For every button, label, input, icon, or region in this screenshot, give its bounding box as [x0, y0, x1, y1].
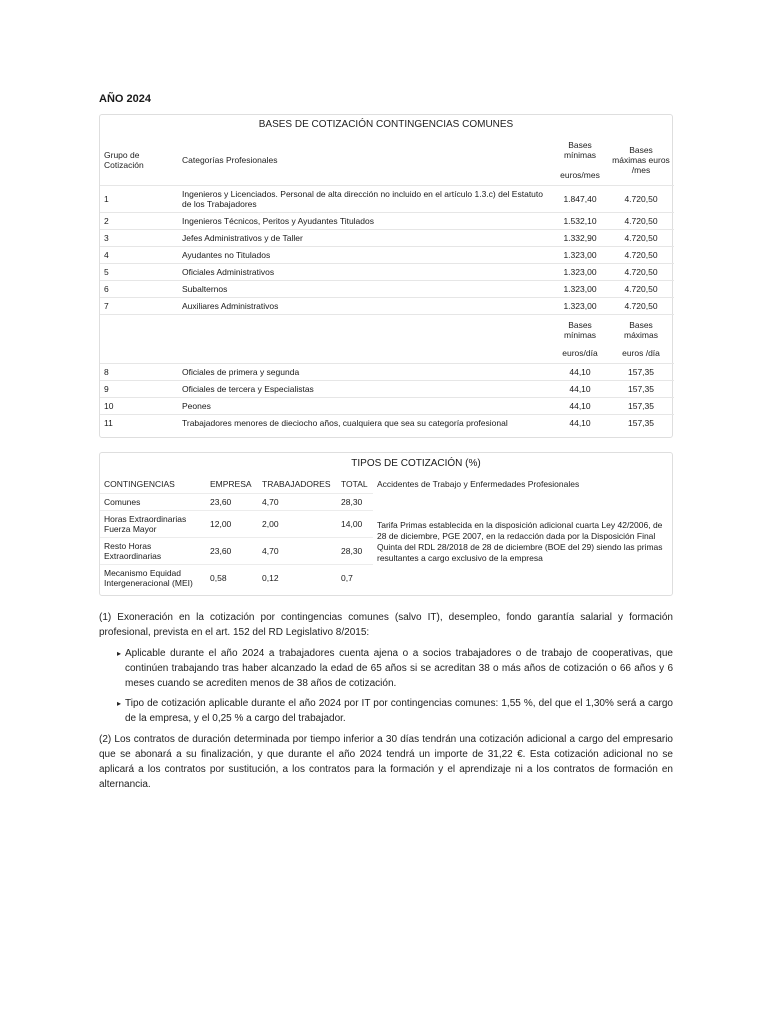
header-max: Bases máximas euros /mes — [612, 145, 670, 175]
header-trabajadores: TRABAJADORES — [262, 479, 331, 489]
footnote-bullet-text: Tipo de cotización aplicable durante el año 2024 por IT por contingencias comunes: 1,55 %, del que el 1,30% será a cargo de la empresa, y el 0,25 % a cargo del trabajador. — [125, 698, 673, 724]
bases-cell-grupo: 4 — [100, 247, 178, 264]
tipos-row-label: Resto Horas Extraordinarias — [100, 538, 206, 565]
bases-table-row — [100, 264, 674, 281]
bases-cell-grupo: 8 — [100, 364, 178, 381]
header-total: TOTAL — [341, 479, 368, 489]
bases-cell-categoria: Auxiliares Administrativos — [178, 298, 552, 315]
bases-cell-min: 44,10 — [552, 364, 608, 381]
bases-table-row — [100, 281, 674, 298]
bases-cell-max: 4.720,50 — [608, 281, 674, 298]
document-page — [99, 92, 673, 798]
bases-cell-grupo: 5 — [100, 264, 178, 281]
bases-cell-categoria: Jefes Administrativos y de Taller — [178, 230, 552, 247]
footnote-bullet-text: Aplicable durante el año 2024 a trabajadores cuenta ajena o a socios trabajadores o de trabajo de cooperativas, que continúen trabajando tras haber alcanzado la edad de 65 años si se acreditan 38 o más años de cotización o 66 años y 6 meses cuando se acrediten menos de 38 años de cotización. — [125, 648, 673, 689]
tipos-row-total: 28,30 — [337, 494, 373, 511]
tipos-row-trabajadores: 4,70 — [258, 538, 337, 565]
tipos-row — [100, 494, 674, 511]
bases-table-row — [100, 230, 674, 247]
subheader-max-label: Bases máximas — [623, 320, 658, 340]
bases-cell-grupo: 9 — [100, 381, 178, 398]
bases-table-row — [100, 298, 674, 315]
bases-cell-min: 1.323,00 — [552, 264, 608, 281]
bases-subheader-row — [100, 315, 674, 364]
subheader-min-unit: euros/día — [562, 348, 598, 358]
tipos-row-trabajadores: 2,00 — [258, 511, 337, 538]
bases-cell-max: 157,35 — [608, 381, 674, 398]
tipos-row-trabajadores: 0,12 — [258, 565, 337, 592]
header-contingencias: CONTINGENCIAS — [104, 479, 175, 489]
bases-table-row — [100, 398, 674, 415]
bases-cell-max: 157,35 — [608, 415, 674, 432]
subheader-max — [608, 315, 674, 364]
bases-cell-max: 4.720,50 — [608, 264, 674, 281]
bases-header-row — [100, 135, 674, 186]
bases-cell-categoria: Oficiales Administrativos — [178, 264, 552, 281]
bases-cell-categoria: Ayudantes no Titulados — [178, 247, 552, 264]
bases-table-row — [100, 247, 674, 264]
bases-cell-max: 157,35 — [608, 364, 674, 381]
footnote-2: (2) Los contratos de duración determinada por tiempo inferior a 30 días tendrán una cotización adicional a cargo del empresario que se abonará a su finalización, y que durante el año 2024 tendrá un importe de 31,22 €. Esta cotización adicional no se aplicará a los contratos por sustitución, a los contratos para la formación y el aprendizaje ni a los contratos de formación en alternancia. — [99, 734, 673, 790]
tipos-row-empresa: 0,58 — [206, 565, 258, 592]
tipos-row-total: 14,00 — [337, 511, 373, 538]
header-categorias: Categorías Profesionales — [182, 155, 278, 165]
bases-cell-grupo: 3 — [100, 230, 178, 247]
bases-table-box — [99, 114, 673, 438]
header-grupo: Grupo de Cotización — [104, 150, 144, 170]
bases-table-row — [100, 213, 674, 230]
tipos-row-label: Mecanismo Equidad Intergeneracional (MEI) — [100, 565, 206, 592]
tipos-row-trabajadores: 4,70 — [258, 494, 337, 511]
bases-cell-categoria: Subalternos — [178, 281, 552, 298]
tipos-table — [100, 475, 674, 591]
bases-cell-min: 44,10 — [552, 381, 608, 398]
header-min-unit: euros/mes — [560, 170, 600, 180]
tipos-table-caption: TIPOS DE COTIZACIÓN (%) — [351, 458, 481, 469]
bases-cell-min: 1.323,00 — [552, 247, 608, 264]
tipos-row-total: 0,7 — [337, 565, 373, 592]
bases-table-caption: BASES DE COTIZACIÓN CONTINGENCIAS COMUNES — [258, 119, 514, 130]
bases-cell-min: 44,10 — [552, 415, 608, 432]
triangle-bullet-icon: ▸ — [117, 649, 122, 658]
bases-cell-categoria: Oficiales de primera y segunda — [178, 364, 552, 381]
bases-cell-categoria: Trabajadores menores de dieciocho años, cualquiera que sea su categoría profesional — [178, 415, 552, 432]
bases-cell-max: 157,35 — [608, 398, 674, 415]
bases-cell-grupo: 6 — [100, 281, 178, 298]
bases-cell-max: 4.720,50 — [608, 298, 674, 315]
bases-cell-min: 1.323,00 — [552, 298, 608, 315]
tipos-row-label: Horas Extraordinarias Fuerza Mayor — [100, 511, 206, 538]
footnote-1: (1) Exoneración en la cotización por contingencias comunes (salvo IT), desempleo, fondo garantía salarial y formación profesional, prevista en el art. 152 del RD Legislativo 8/2015: — [99, 612, 673, 638]
bases-cell-min: 44,10 — [552, 398, 608, 415]
header-accidentes: Accidentes de Trabajo y Enfermedades Profesionales — [377, 479, 580, 490]
bases-cell-categoria: Peones — [178, 398, 552, 415]
bases-cell-min: 1.532,10 — [552, 213, 608, 230]
subheader-min-label: Bases mínimas — [563, 320, 597, 340]
bases-table-row — [100, 364, 674, 381]
tipos-row-empresa: 23,60 — [206, 494, 258, 511]
accidentes-note: Tarifa Primas establecida en la disposición adicional cuarta Ley 42/2006, de 28 de diciembre, PGE 2007, en la redacción dada por la Disposición Final Quinta del RDL 28/2018 de 28 de diciembre (BOE del 29) siendo las primas resultantes a cargo exclusivo de la empresa — [377, 520, 663, 564]
triangle-bullet-icon: ▸ — [117, 699, 122, 708]
bases-cell-categoria: Oficiales de tercera y Especialistas — [178, 381, 552, 398]
tipos-row-label: Comunes — [100, 494, 206, 511]
bases-cell-grupo: 10 — [100, 398, 178, 415]
bases-cell-grupo: 1 — [100, 186, 178, 213]
bases-cell-grupo: 7 — [100, 298, 178, 315]
bases-cell-max: 4.720,50 — [608, 186, 674, 213]
bases-cell-max: 4.720,50 — [608, 230, 674, 247]
bases-table — [100, 135, 674, 431]
tipos-table-box — [99, 452, 673, 596]
bases-cell-grupo: 2 — [100, 213, 178, 230]
footnote-bullet-item — [117, 696, 673, 726]
bases-cell-max: 4.720,50 — [608, 213, 674, 230]
bases-cell-min: 1.332,90 — [552, 230, 608, 247]
tipos-row-empresa: 12,00 — [206, 511, 258, 538]
tipos-row-empresa: 23,60 — [206, 538, 258, 565]
header-empresa: EMPRESA — [210, 479, 252, 489]
bases-cell-categoria: Ingenieros Técnicos, Peritos y Ayudantes Titulados — [178, 213, 552, 230]
subheader-min — [552, 315, 608, 364]
bases-table-row — [100, 186, 674, 213]
bases-cell-categoria: Ingenieros y Licenciados. Personal de alta dirección no incluido en el artículo 1.3.c) del Estatuto de los Trabajadores — [178, 186, 552, 213]
bases-cell-grupo: 11 — [100, 415, 178, 432]
bases-cell-min: 1.847,40 — [552, 186, 608, 213]
bases-table-row — [100, 415, 674, 432]
bases-cell-min: 1.323,00 — [552, 281, 608, 298]
bases-cell-max: 4.720,50 — [608, 247, 674, 264]
tipos-row-total: 28,30 — [337, 538, 373, 565]
bases-table-row — [100, 381, 674, 398]
footnote-1-list — [99, 646, 673, 726]
page-title: AÑO 2024 — [99, 93, 151, 105]
tipos-header-row — [100, 475, 674, 494]
footnote-bullet-item — [117, 646, 673, 691]
header-min — [552, 135, 608, 186]
header-min-label: Bases mínimas — [563, 140, 597, 160]
footnotes — [99, 610, 673, 792]
subheader-max-unit: euros /día — [622, 348, 660, 358]
